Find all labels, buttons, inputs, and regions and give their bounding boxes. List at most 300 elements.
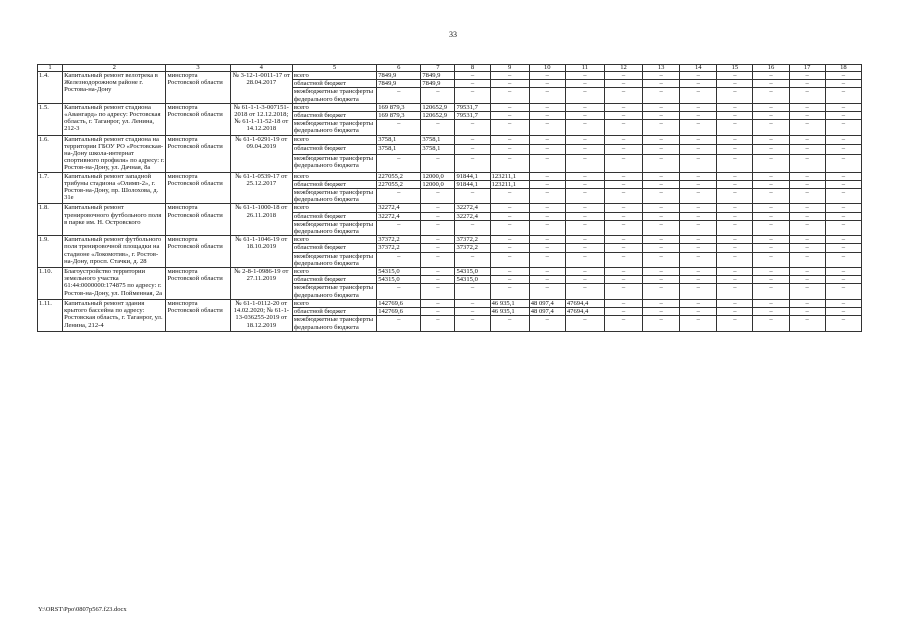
item-number: 1.10. (38, 268, 63, 300)
amount-cell: – (490, 252, 529, 267)
amount-cell: – (490, 204, 529, 212)
object-name: Благоустройство территории земельного участка 61:44:0000000:174875 по адресу: г. Ростов-на-Дону, ул. Пойменная, 2а (63, 268, 166, 300)
column-number-11: 11 (565, 65, 604, 72)
amount-cell: – (604, 308, 642, 316)
amount-cell: – (643, 145, 680, 155)
amount-cell: – (643, 189, 680, 204)
object-name: Капитальный ремонт велотрека в Железнодорожном районе г. Ростова-на-Дону (63, 72, 166, 104)
amount-cell: – (421, 252, 455, 267)
amount-cell: – (421, 244, 455, 252)
amount-cell: – (490, 316, 529, 331)
amount-cell: – (753, 88, 789, 103)
funding-source-label: областной бюджет (292, 80, 376, 88)
funding-source-label: всего (292, 72, 376, 80)
amount-cell: 37372,2 (455, 244, 490, 252)
amount-cell: – (680, 204, 717, 212)
amount-cell: – (717, 154, 753, 172)
amount-cell: – (490, 72, 529, 80)
amount-cell: 120652,9 (421, 112, 455, 120)
amount-cell: 46 935,1 (490, 308, 529, 316)
amount-cell: 91844,1 (455, 172, 490, 180)
amount-cell: – (643, 154, 680, 172)
item-number: 1.9. (38, 236, 63, 268)
amount-cell: – (565, 88, 604, 103)
column-number-12: 12 (604, 65, 642, 72)
amount-cell: 7849,9 (377, 72, 421, 80)
amount-cell: – (604, 204, 642, 212)
amount-cell: – (529, 72, 565, 80)
amount-cell: – (455, 80, 490, 88)
amount-cell: – (680, 120, 717, 135)
amount-cell: – (717, 252, 753, 267)
column-number-5: 5 (292, 65, 376, 72)
item-number: 1.11. (38, 299, 63, 331)
amount-cell: – (565, 72, 604, 80)
amount-cell: 32272,4 (455, 204, 490, 212)
object-name: Капитальный ремонт западной трибуны стадиона «Олимп-2», г. Ростов-на-Дону, пр. Шолохова, д. 31е (63, 172, 166, 204)
amount-cell: – (680, 154, 717, 172)
amount-cell: – (455, 135, 490, 145)
amount-cell: – (717, 244, 753, 252)
amount-cell: – (604, 88, 642, 103)
funding-source-label: всего (292, 103, 376, 111)
column-number-17: 17 (789, 65, 825, 72)
amount-cell: – (490, 212, 529, 220)
amount-cell: – (490, 244, 529, 252)
amount-cell: – (490, 154, 529, 172)
amount-cell: – (643, 212, 680, 220)
amount-cell: – (565, 284, 604, 299)
amount-cell: – (680, 244, 717, 252)
amount-cell: – (643, 316, 680, 331)
page-number: 33 (449, 30, 457, 39)
column-number-7: 7 (421, 65, 455, 72)
funding-source-label: областной бюджет (292, 145, 376, 155)
amount-cell: – (789, 236, 825, 244)
column-number-1: 1 (38, 65, 63, 72)
amount-cell: – (421, 284, 455, 299)
amount-cell: – (377, 252, 421, 267)
amount-cell: – (717, 276, 753, 284)
amount-cell: – (717, 284, 753, 299)
ministry-name: минспорта Ростовской области (166, 72, 230, 104)
funding-source-label: областной бюджет (292, 180, 376, 188)
amount-cell: 142769,6 (377, 308, 421, 316)
amount-cell: – (455, 308, 490, 316)
amount-cell: – (789, 244, 825, 252)
amount-cell: – (753, 316, 789, 331)
amount-cell: – (825, 236, 861, 244)
funding-source-label: межбюджетные трансферты федерального бюджета (292, 154, 376, 172)
amount-cell: – (717, 316, 753, 331)
column-number-18: 18 (825, 65, 861, 72)
amount-cell: – (490, 268, 529, 276)
amount-cell: 123211,1 (490, 172, 529, 180)
amount-cell: – (680, 299, 717, 307)
amount-cell: – (565, 220, 604, 235)
table-row (38, 204, 862, 212)
column-number-16: 16 (753, 65, 789, 72)
amount-cell: – (529, 120, 565, 135)
amount-cell: – (643, 236, 680, 244)
amount-cell: 123211,1 (490, 180, 529, 188)
amount-cell: – (604, 284, 642, 299)
amount-cell: – (643, 72, 680, 80)
amount-cell: – (565, 120, 604, 135)
amount-cell: – (377, 316, 421, 331)
amount-cell: – (825, 299, 861, 307)
amount-cell: – (753, 236, 789, 244)
amount-cell: – (789, 154, 825, 172)
amount-cell: – (565, 244, 604, 252)
amount-cell: – (490, 120, 529, 135)
amount-cell: – (377, 284, 421, 299)
amount-cell: – (717, 220, 753, 235)
amount-cell: 47694,4 (565, 308, 604, 316)
amount-cell: – (604, 172, 642, 180)
funding-source-label: межбюджетные трансферты федерального бюджета (292, 252, 376, 267)
amount-cell: – (529, 172, 565, 180)
amount-cell: – (789, 316, 825, 331)
amount-cell: – (680, 112, 717, 120)
amount-cell: – (604, 112, 642, 120)
amount-cell: – (753, 103, 789, 111)
amount-cell: – (643, 268, 680, 276)
amount-cell: – (529, 189, 565, 204)
amount-cell: – (753, 244, 789, 252)
amount-cell: – (717, 145, 753, 155)
funding-source-label: межбюджетные трансферты федерального бюджета (292, 88, 376, 103)
amount-cell: – (825, 308, 861, 316)
amount-cell: – (490, 103, 529, 111)
amount-cell: – (753, 154, 789, 172)
object-name: Капитальный ремонт тренировочного футбольного поля в парке им. Н. Островского (63, 204, 166, 236)
amount-cell: – (455, 120, 490, 135)
amount-cell: – (680, 88, 717, 103)
amount-cell: 3758,1 (377, 145, 421, 155)
amount-cell: 7849,9 (421, 80, 455, 88)
amount-cell: – (529, 276, 565, 284)
amount-cell: – (789, 204, 825, 212)
amount-cell: – (643, 112, 680, 120)
amount-cell: – (565, 189, 604, 204)
amount-cell: – (753, 72, 789, 80)
amount-cell: – (680, 180, 717, 188)
amount-cell: – (825, 316, 861, 331)
amount-cell: – (680, 252, 717, 267)
amount-cell: – (490, 189, 529, 204)
document-ref: № 61-1-1000-18 от 26.11.2018 (230, 204, 292, 236)
item-number: 1.4. (38, 72, 63, 104)
funding-source-label: межбюджетные трансферты федерального бюджета (292, 316, 376, 331)
amount-cell: 32272,4 (377, 204, 421, 212)
object-name: Капитальный ремонт здания крытого бассейна по адресу: Ростовская область, г. Таганрог, ул. Ленина, 212-4 (63, 299, 166, 331)
amount-cell: – (825, 244, 861, 252)
amount-cell: – (529, 180, 565, 188)
funding-source-label: всего (292, 172, 376, 180)
amount-cell: – (825, 154, 861, 172)
amount-cell: – (789, 220, 825, 235)
amount-cell: – (565, 135, 604, 145)
column-number-13: 13 (643, 65, 680, 72)
amount-cell: – (565, 204, 604, 212)
budget-table (37, 64, 862, 332)
funding-source-label: областной бюджет (292, 212, 376, 220)
amount-cell: – (565, 145, 604, 155)
amount-cell: – (717, 268, 753, 276)
amount-cell: – (455, 299, 490, 307)
table-row (38, 103, 862, 111)
column-number-2: 2 (63, 65, 166, 72)
amount-cell: – (421, 88, 455, 103)
amount-cell: – (455, 189, 490, 204)
amount-cell: – (643, 276, 680, 284)
amount-cell: – (717, 308, 753, 316)
amount-cell: – (421, 308, 455, 316)
amount-cell: – (529, 212, 565, 220)
amount-cell: 3758,1 (377, 135, 421, 145)
amount-cell: – (643, 284, 680, 299)
amount-cell: – (529, 112, 565, 120)
amount-cell: – (490, 88, 529, 103)
amount-cell: – (604, 252, 642, 267)
amount-cell: – (565, 236, 604, 244)
amount-cell: – (455, 252, 490, 267)
amount-cell: – (565, 154, 604, 172)
amount-cell: – (789, 145, 825, 155)
amount-cell: 48 097,4 (529, 308, 565, 316)
document-ref: № 61-1-1-3-007151-2018 от 12.12.2018; № 61-1-11-52-18 от 14.12.2018 (230, 103, 292, 135)
amount-cell: – (825, 172, 861, 180)
ministry-name: минспорта Ростовской области (166, 204, 230, 236)
amount-cell: 46 935,1 (490, 299, 529, 307)
amount-cell: – (680, 145, 717, 155)
amount-cell: – (604, 244, 642, 252)
amount-cell: 32272,4 (377, 212, 421, 220)
amount-cell: – (680, 220, 717, 235)
amount-cell: – (604, 268, 642, 276)
amount-cell: – (825, 276, 861, 284)
amount-cell: – (717, 112, 753, 120)
amount-cell: – (565, 80, 604, 88)
amount-cell: – (789, 308, 825, 316)
amount-cell: – (680, 212, 717, 220)
amount-cell: – (604, 316, 642, 331)
amount-cell: – (680, 135, 717, 145)
amount-cell: 54315,0 (455, 276, 490, 284)
amount-cell: – (789, 103, 825, 111)
amount-cell: – (643, 204, 680, 212)
amount-cell: – (529, 252, 565, 267)
amount-cell: – (753, 268, 789, 276)
amount-cell: – (455, 154, 490, 172)
amount-cell: – (529, 88, 565, 103)
column-number-10: 10 (529, 65, 565, 72)
amount-cell: – (490, 220, 529, 235)
amount-cell: – (753, 135, 789, 145)
amount-cell: – (490, 112, 529, 120)
funding-source-label: межбюджетные трансферты федерального бюджета (292, 189, 376, 204)
amount-cell: – (455, 88, 490, 103)
amount-cell: – (753, 80, 789, 88)
column-number-6: 6 (377, 65, 421, 72)
amount-cell: 12000,0 (421, 172, 455, 180)
amount-cell: – (680, 276, 717, 284)
amount-cell: – (604, 236, 642, 244)
amount-cell: – (604, 299, 642, 307)
funding-source-label: областной бюджет (292, 244, 376, 252)
amount-cell: – (490, 145, 529, 155)
amount-cell: – (680, 268, 717, 276)
document-ref: № 2-8-1-0986-19 от 27.11.2019 (230, 268, 292, 300)
document-ref: № 61-1-0112-20 от 14.02.2020; № 61-1-13-036255-2019 от 18.12.2019 (230, 299, 292, 331)
amount-cell: – (789, 189, 825, 204)
amount-cell: – (604, 72, 642, 80)
amount-cell: – (377, 88, 421, 103)
amount-cell: – (565, 252, 604, 267)
amount-cell: – (789, 284, 825, 299)
amount-cell: – (490, 236, 529, 244)
ministry-name: минспорта Ростовской области (166, 135, 230, 172)
funding-source-label: всего (292, 236, 376, 244)
amount-cell: 54315,0 (455, 268, 490, 276)
amount-cell: – (717, 135, 753, 145)
amount-cell: – (490, 276, 529, 284)
amount-cell: – (377, 120, 421, 135)
amount-cell: – (789, 299, 825, 307)
ministry-name: минспорта Ростовской области (166, 103, 230, 135)
amount-cell: – (643, 220, 680, 235)
amount-cell: – (643, 135, 680, 145)
funding-source-label: областной бюджет (292, 308, 376, 316)
object-name: Капитальный ремонт футбольного поля тренировочной площадки на стадионе «Локомотив», г. Ростов-на-Дону, просп. Стачки, д. 28 (63, 236, 166, 268)
amount-cell: 3758,1 (421, 135, 455, 145)
amount-cell: – (789, 80, 825, 88)
document-ref: № 61-1-0291-19 от 09.04.2019 (230, 135, 292, 172)
amount-cell: – (789, 112, 825, 120)
amount-cell: – (825, 212, 861, 220)
amount-cell: – (565, 316, 604, 331)
amount-cell: – (565, 103, 604, 111)
amount-cell: 47694,4 (565, 299, 604, 307)
funding-source-label: всего (292, 268, 376, 276)
column-number-15: 15 (717, 65, 753, 72)
amount-cell: – (529, 103, 565, 111)
amount-cell: – (680, 316, 717, 331)
amount-cell: – (825, 268, 861, 276)
amount-cell: – (825, 252, 861, 267)
amount-cell: – (604, 135, 642, 145)
funding-source-label: всего (292, 135, 376, 145)
amount-cell: – (789, 212, 825, 220)
object-name: Капитальный ремонт стадиона «Авангард» по адресу: Ростовская область, г. Таганрог, ул. Ленина, 212-3 (63, 103, 166, 135)
amount-cell: – (789, 276, 825, 284)
amount-cell: – (529, 316, 565, 331)
amount-cell: – (377, 220, 421, 235)
amount-cell: 227055,2 (377, 172, 421, 180)
table-row (38, 268, 862, 276)
object-name: Капитальный ремонт стадиона на территории ГБОУ РО «Ростовская-на-Дону школа-интернат спортивного профиля» по адресу: г. Ростов-на-Дону, ул. Дачная, 8а (64, 135, 165, 172)
amount-cell: – (643, 252, 680, 267)
amount-cell: – (455, 284, 490, 299)
amount-cell: – (529, 220, 565, 235)
amount-cell: – (643, 244, 680, 252)
amount-cell: – (529, 244, 565, 252)
table-row (38, 72, 862, 80)
table-row (38, 236, 862, 244)
amount-cell: – (717, 120, 753, 135)
amount-cell: – (789, 120, 825, 135)
amount-cell: – (753, 212, 789, 220)
table-row (38, 135, 862, 145)
funding-source-label: всего (292, 204, 376, 212)
amount-cell: – (529, 145, 565, 155)
document-ref: № 3-12-1-0011-17 от 28.04.2017 (230, 72, 292, 104)
amount-cell: – (565, 172, 604, 180)
amount-cell: – (529, 284, 565, 299)
amount-cell: – (455, 316, 490, 331)
amount-cell: – (643, 80, 680, 88)
amount-cell: – (753, 284, 789, 299)
amount-cell: – (753, 252, 789, 267)
amount-cell: 32272,4 (455, 212, 490, 220)
amount-cell: 79531,7 (455, 103, 490, 111)
amount-cell: – (377, 189, 421, 204)
amount-cell: – (753, 204, 789, 212)
amount-cell: – (643, 180, 680, 188)
amount-cell: 48 097,4 (529, 299, 565, 307)
ministry-name: минспорта Ростовской области (166, 172, 230, 204)
funding-source-label: межбюджетные трансферты федерального бюджета (292, 120, 376, 135)
column-number-row (38, 65, 862, 72)
amount-cell: – (421, 189, 455, 204)
amount-cell: – (643, 120, 680, 135)
table-row (38, 299, 862, 307)
column-number-14: 14 (680, 65, 717, 72)
amount-cell: – (717, 204, 753, 212)
amount-cell: – (753, 299, 789, 307)
amount-cell: – (753, 145, 789, 155)
amount-cell: – (643, 299, 680, 307)
amount-cell: – (604, 103, 642, 111)
amount-cell: 12000,0 (421, 180, 455, 188)
ministry-name: минспорта Ростовской области (166, 268, 230, 300)
amount-cell: – (604, 189, 642, 204)
column-number-8: 8 (455, 65, 490, 72)
amount-cell: – (680, 189, 717, 204)
amount-cell: – (789, 88, 825, 103)
amount-cell: – (825, 103, 861, 111)
footer-file-path: Y:\ORST\Ppo\0807p567.f23.docx (38, 606, 127, 613)
amount-cell: – (753, 308, 789, 316)
amount-cell: – (529, 204, 565, 212)
amount-cell: – (789, 135, 825, 145)
amount-cell: 54315,0 (377, 276, 421, 284)
funding-source-label: областной бюджет (292, 276, 376, 284)
amount-cell: – (825, 120, 861, 135)
amount-cell: – (717, 80, 753, 88)
amount-cell: – (753, 120, 789, 135)
column-number-4: 4 (230, 65, 292, 72)
amount-cell: – (717, 236, 753, 244)
funding-source-label: межбюджетные трансферты федерального бюджета (292, 220, 376, 235)
amount-cell: – (717, 212, 753, 220)
amount-cell: – (789, 268, 825, 276)
amount-cell: 227055,2 (377, 180, 421, 188)
amount-cell: – (825, 112, 861, 120)
amount-cell: – (643, 103, 680, 111)
amount-cell: – (825, 145, 861, 155)
